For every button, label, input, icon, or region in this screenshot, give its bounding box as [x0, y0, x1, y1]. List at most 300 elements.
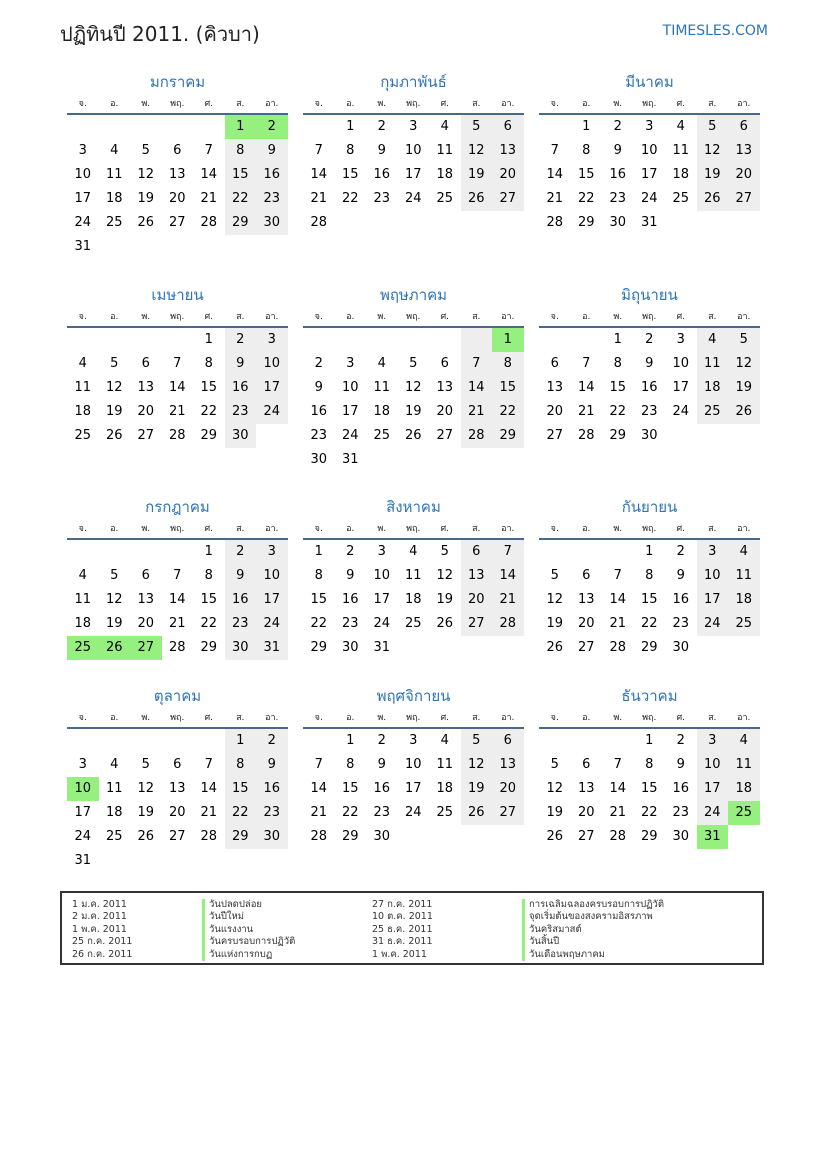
day-cell: 17 [256, 588, 288, 612]
day-cell: 27 [577, 829, 595, 844]
day-cell: 21 [168, 404, 186, 419]
day-cell: 15 [640, 781, 658, 796]
weekday-label: พ. [141, 99, 151, 109]
day-cell: 25 [697, 400, 729, 424]
weekday-label: พฤ. [170, 99, 185, 109]
empty-day-cell [225, 235, 257, 259]
legend-dates-left [72, 899, 202, 961]
day-cell: 4 [78, 356, 87, 371]
day-cell: 23 [225, 400, 257, 424]
month-name: เมษายน [151, 286, 204, 304]
day-cell: 27 [168, 829, 186, 844]
weekday-label: อ. [346, 312, 355, 322]
day-cell: 18 [697, 376, 729, 400]
day-cell: 14 [577, 380, 595, 395]
day-cell: 30 [225, 636, 257, 660]
weekday-header [303, 95, 524, 115]
day-cell: 26 [546, 640, 564, 655]
empty-day-cell [539, 328, 571, 352]
day-cell: 9 [676, 757, 685, 772]
weekday-label: ศ. [440, 524, 450, 534]
day-cell: 14 [492, 564, 524, 588]
day-cell: 16 [640, 380, 658, 395]
day-cell: 30 [672, 640, 690, 655]
day-cell: 6 [550, 356, 559, 371]
day-cell: 20 [492, 777, 524, 801]
day-cell: 31 [74, 853, 92, 868]
legend-holiday-name: วันปลดปล่อย [202, 899, 372, 911]
day-cell: 7 [204, 143, 213, 158]
day-cell: 25 [105, 215, 123, 230]
day-cell: 24 [640, 191, 658, 206]
day-cell: 4 [110, 143, 119, 158]
day-cell: 22 [341, 191, 359, 206]
day-cell: 7 [314, 143, 323, 158]
empty-day-cell [398, 328, 430, 352]
empty-day-cell [571, 540, 603, 564]
day-cell: 29 [225, 211, 257, 235]
empty-day-cell [492, 636, 524, 660]
weekday-label: อ. [110, 713, 119, 723]
day-cell: 25 [373, 428, 391, 443]
weekday-label: พฤ. [406, 524, 421, 534]
empty-day-cell [429, 636, 461, 660]
weekday-label: อ. [346, 524, 355, 534]
day-cell: 12 [728, 352, 760, 376]
month-calendar [67, 494, 288, 660]
weekday-label: พ. [377, 524, 387, 534]
day-cell: 7 [173, 356, 182, 371]
day-cell: 23 [225, 612, 257, 636]
empty-day-cell [398, 211, 430, 235]
empty-day-cell [697, 211, 729, 235]
weekday-label: จ. [550, 713, 559, 723]
day-cell: 10 [697, 564, 729, 588]
weekday-label: ส. [472, 312, 481, 322]
legend-names-left [202, 899, 372, 961]
day-cell: 13 [137, 380, 155, 395]
day-cell: 3 [78, 143, 87, 158]
weekday-label: จ. [550, 312, 559, 322]
weekday-header [539, 709, 760, 729]
weekday-header [67, 308, 288, 328]
day-cell: 2 [314, 356, 323, 371]
day-cell: 21 [200, 805, 218, 820]
day-cell: 25 [436, 191, 454, 206]
day-cell: 5 [550, 568, 559, 583]
day-cell: 25 [105, 829, 123, 844]
day-cell: 20 [168, 805, 186, 820]
weekday-header [303, 709, 524, 729]
weekday-label: จ. [314, 99, 323, 109]
weekday-label: จ. [78, 312, 87, 322]
weekday-label: จ. [550, 99, 559, 109]
day-cell: 27 [461, 612, 493, 636]
day-cell: 24 [672, 404, 690, 419]
day-cell: 18 [105, 191, 123, 206]
day-cell: 24 [404, 191, 422, 206]
day-cell: 21 [577, 404, 595, 419]
day-cell: 31 [74, 239, 92, 254]
day-cell: 19 [697, 163, 729, 187]
empty-day-cell [99, 540, 131, 564]
weekday-label: พฤ. [642, 524, 657, 534]
day-cell: 27 [728, 187, 760, 211]
month-calendar [539, 282, 760, 448]
day-cell: 24 [697, 612, 729, 636]
day-cell: 9 [377, 757, 386, 772]
empty-day-cell [539, 729, 571, 753]
day-cell: 29 [310, 640, 328, 655]
day-cell: 24 [256, 400, 288, 424]
day-cell: 27 [137, 428, 155, 443]
day-cell: 7 [492, 540, 524, 564]
empty-day-cell [602, 540, 634, 564]
day-cell: 13 [137, 592, 155, 607]
day-cell: 22 [225, 187, 257, 211]
day-cell: 18 [436, 167, 454, 182]
day-cell: 10 [256, 352, 288, 376]
month-name: มีนาคม [625, 73, 674, 91]
day-cell: 2 [256, 729, 288, 753]
empty-day-cell [193, 729, 225, 753]
empty-day-cell [130, 729, 162, 753]
day-cell: 12 [546, 781, 564, 796]
weekday-header [303, 520, 524, 540]
day-cell: 1 [225, 115, 257, 139]
day-cell: 24 [373, 616, 391, 631]
day-cell: 23 [373, 805, 391, 820]
day-cell: 9 [377, 143, 386, 158]
legend-holiday-name: วันแห่งการกบฏ [202, 949, 372, 961]
day-cell: 11 [728, 564, 760, 588]
day-cell: 1 [204, 544, 213, 559]
empty-day-cell [303, 729, 335, 753]
day-cell: 12 [436, 568, 454, 583]
empty-day-cell [665, 424, 697, 448]
day-cell: 12 [105, 380, 123, 395]
day-cell: 26 [404, 428, 422, 443]
day-cell: 8 [225, 753, 257, 777]
weekday-label: ส. [236, 312, 245, 322]
day-cell: 11 [728, 753, 760, 777]
day-cell: 8 [492, 352, 524, 376]
day-cell: 23 [640, 404, 658, 419]
day-cell: 8 [204, 568, 213, 583]
weekday-label: พ. [613, 312, 623, 322]
weekday-label: พฤ. [406, 312, 421, 322]
day-cell: 4 [440, 119, 449, 134]
day-cell: 13 [577, 781, 595, 796]
day-cell: 3 [409, 119, 418, 134]
weekday-label: จ. [314, 312, 323, 322]
day-cell: 16 [225, 588, 257, 612]
day-cell: 23 [609, 191, 627, 206]
day-cell: 31 [341, 452, 359, 467]
day-cell: 12 [697, 139, 729, 163]
day-cell: 4 [377, 356, 386, 371]
empty-day-cell [697, 424, 729, 448]
empty-day-cell [665, 211, 697, 235]
day-cell: 8 [225, 139, 257, 163]
day-cell: 28 [546, 215, 564, 230]
day-cell: 8 [204, 356, 213, 371]
empty-day-cell [162, 235, 194, 259]
day-cell: 9 [613, 143, 622, 158]
empty-day-cell [539, 540, 571, 564]
day-cell: 16 [256, 777, 288, 801]
empty-day-cell [429, 825, 461, 849]
day-cell: 28 [577, 428, 595, 443]
weekday-label: ศ. [204, 312, 214, 322]
day-cell: 24 [341, 428, 359, 443]
empty-day-cell [728, 424, 760, 448]
weekday-label: อา. [501, 99, 515, 109]
brand-link[interactable]: TIMESLES.COM [662, 23, 768, 39]
weekday-label: อ. [346, 713, 355, 723]
day-cell: 17 [74, 191, 92, 206]
day-cell: 1 [613, 332, 622, 347]
day-cell: 21 [609, 805, 627, 820]
empty-day-cell [162, 729, 194, 753]
empty-day-cell [193, 849, 225, 873]
day-cell: 9 [225, 352, 257, 376]
day-cell: 17 [672, 380, 690, 395]
day-cell: 18 [728, 777, 760, 801]
empty-day-cell [225, 849, 257, 873]
legend-holiday-name: วันเดือนพฤษภาคม [522, 949, 762, 961]
weekday-header [539, 95, 760, 115]
day-cell: 14 [168, 380, 186, 395]
day-cell: 30 [225, 424, 257, 448]
day-cell: 26 [728, 400, 760, 424]
day-cell: 29 [200, 640, 218, 655]
weekday-label: ส. [472, 713, 481, 723]
day-cell: 21 [200, 191, 218, 206]
day-grid [303, 328, 524, 472]
day-cell: 9 [346, 568, 355, 583]
weekday-label: พฤ. [170, 713, 185, 723]
day-cell: 29 [341, 829, 359, 844]
day-cell: 26 [461, 801, 493, 825]
weekday-label: จ. [314, 524, 323, 534]
empty-day-cell [303, 328, 335, 352]
day-cell: 1 [346, 733, 355, 748]
day-cell: 10 [373, 568, 391, 583]
legend-holiday-name: วันแรงงาน [202, 924, 372, 936]
weekday-label: จ. [78, 99, 87, 109]
day-cell: 31 [373, 640, 391, 655]
day-cell: 9 [314, 380, 323, 395]
day-cell: 28 [609, 829, 627, 844]
empty-day-cell [130, 235, 162, 259]
day-cell: 6 [141, 356, 150, 371]
day-cell: 27 [577, 640, 595, 655]
day-cell: 10 [672, 356, 690, 371]
day-cell: 9 [676, 568, 685, 583]
day-cell: 10 [404, 757, 422, 772]
day-cell: 26 [697, 187, 729, 211]
day-cell: 11 [373, 380, 391, 395]
day-cell: 15 [640, 592, 658, 607]
empty-day-cell [728, 211, 760, 235]
day-cell: 11 [105, 167, 123, 182]
weekday-label: ส. [472, 99, 481, 109]
weekday-label: อ. [582, 312, 591, 322]
day-cell: 26 [105, 428, 123, 443]
day-cell: 10 [67, 777, 99, 801]
day-cell: 30 [256, 825, 288, 849]
day-cell: 6 [173, 757, 182, 772]
day-cell: 16 [310, 404, 328, 419]
day-cell: 4 [78, 568, 87, 583]
weekday-label: พฤ. [170, 524, 185, 534]
day-cell: 18 [404, 592, 422, 607]
day-cell: 6 [492, 115, 524, 139]
day-cell: 30 [640, 428, 658, 443]
legend-holiday-name: การเฉลิมฉลองครบรอบการปฏิวัติ [522, 899, 762, 911]
weekday-label: อา. [737, 713, 751, 723]
weekday-label: ศ. [204, 99, 214, 109]
day-cell: 15 [577, 167, 595, 182]
day-cell: 19 [546, 616, 564, 631]
day-cell: 20 [137, 404, 155, 419]
day-cell: 2 [377, 733, 386, 748]
month-calendar [303, 282, 524, 472]
empty-day-cell [461, 328, 493, 352]
weekday-label: พฤ. [642, 312, 657, 322]
day-cell: 15 [200, 380, 218, 395]
day-cell: 18 [74, 616, 92, 631]
day-cell: 27 [436, 428, 454, 443]
empty-day-cell [67, 540, 99, 564]
legend-date: 27 ก.ค. 2011 [372, 899, 433, 910]
month-calendar [67, 683, 288, 873]
empty-day-cell [492, 825, 524, 849]
day-cell: 25 [728, 612, 760, 636]
weekday-label: พ. [613, 713, 623, 723]
legend-dates-right [372, 899, 522, 961]
day-cell: 17 [697, 777, 729, 801]
month-name: กุมภาพันธ์ [380, 73, 447, 91]
day-cell: 28 [609, 640, 627, 655]
day-cell: 18 [373, 404, 391, 419]
empty-day-cell [429, 448, 461, 472]
empty-day-cell [99, 729, 131, 753]
day-cell: 8 [582, 143, 591, 158]
day-grid [539, 729, 760, 849]
empty-day-cell [728, 636, 760, 660]
empty-day-cell [99, 849, 131, 873]
day-cell: 22 [640, 616, 658, 631]
day-cell: 22 [577, 191, 595, 206]
day-cell: 19 [728, 376, 760, 400]
day-cell: 1 [225, 729, 257, 753]
weekday-label: พ. [613, 524, 623, 534]
empty-day-cell [398, 448, 430, 472]
day-cell: 14 [609, 592, 627, 607]
day-cell: 11 [697, 352, 729, 376]
empty-day-cell [256, 235, 288, 259]
weekday-label: ส. [236, 524, 245, 534]
day-cell: 3 [256, 328, 288, 352]
day-cell: 11 [436, 143, 454, 158]
month-name: สิงหาคม [386, 498, 441, 516]
empty-day-cell [67, 115, 99, 139]
day-cell: 4 [728, 540, 760, 564]
day-cell: 17 [256, 376, 288, 400]
weekday-label: พ. [613, 99, 623, 109]
day-cell: 5 [461, 115, 493, 139]
day-cell: 21 [168, 616, 186, 631]
day-cell: 15 [492, 376, 524, 400]
day-cell: 13 [168, 167, 186, 182]
legend-date: 25 ก.ค. 2011 [72, 936, 133, 948]
weekday-label: ส. [708, 99, 717, 109]
month-name: ธันวาคม [621, 687, 678, 705]
empty-day-cell [492, 448, 524, 472]
day-cell: 6 [492, 729, 524, 753]
weekday-label: อา. [737, 524, 751, 534]
day-cell: 27 [492, 187, 524, 211]
day-cell: 2 [645, 332, 654, 347]
day-cell: 28 [310, 215, 328, 230]
day-cell: 28 [461, 424, 493, 448]
empty-day-cell [366, 211, 398, 235]
weekday-label: พฤ. [642, 713, 657, 723]
weekday-label: อา. [265, 524, 279, 534]
empty-day-cell [571, 328, 603, 352]
day-grid [539, 328, 760, 448]
day-cell: 5 [440, 544, 449, 559]
day-cell: 8 [346, 143, 355, 158]
day-cell: 3 [409, 733, 418, 748]
day-cell: 15 [609, 380, 627, 395]
empty-day-cell [697, 636, 729, 660]
day-cell: 20 [577, 616, 595, 631]
weekday-label: อา. [265, 312, 279, 322]
day-cell: 27 [168, 215, 186, 230]
weekday-label: ศ. [676, 312, 686, 322]
day-cell: 10 [341, 380, 359, 395]
day-cell: 2 [225, 328, 257, 352]
empty-day-cell [398, 636, 430, 660]
day-cell: 12 [137, 167, 155, 182]
empty-day-cell [335, 328, 367, 352]
day-cell: 22 [341, 805, 359, 820]
day-cell: 13 [492, 753, 524, 777]
weekday-header [539, 308, 760, 328]
day-cell: 9 [256, 139, 288, 163]
weekday-label: พ. [141, 312, 151, 322]
day-cell: 5 [141, 757, 150, 772]
day-cell: 6 [582, 757, 591, 772]
weekday-label: อ. [346, 99, 355, 109]
day-cell: 3 [78, 757, 87, 772]
day-cell: 14 [310, 781, 328, 796]
day-cell: 13 [168, 781, 186, 796]
legend-holiday-name: จุดเริ่มต้นของสงครามอิสรภาพ [522, 911, 762, 923]
day-cell: 10 [74, 167, 92, 182]
day-cell: 19 [137, 805, 155, 820]
month-calendar [67, 282, 288, 448]
day-cell: 20 [436, 404, 454, 419]
day-cell: 21 [492, 588, 524, 612]
day-grid [303, 729, 524, 849]
empty-day-cell [162, 540, 194, 564]
day-grid [67, 729, 288, 873]
day-cell: 23 [672, 616, 690, 631]
